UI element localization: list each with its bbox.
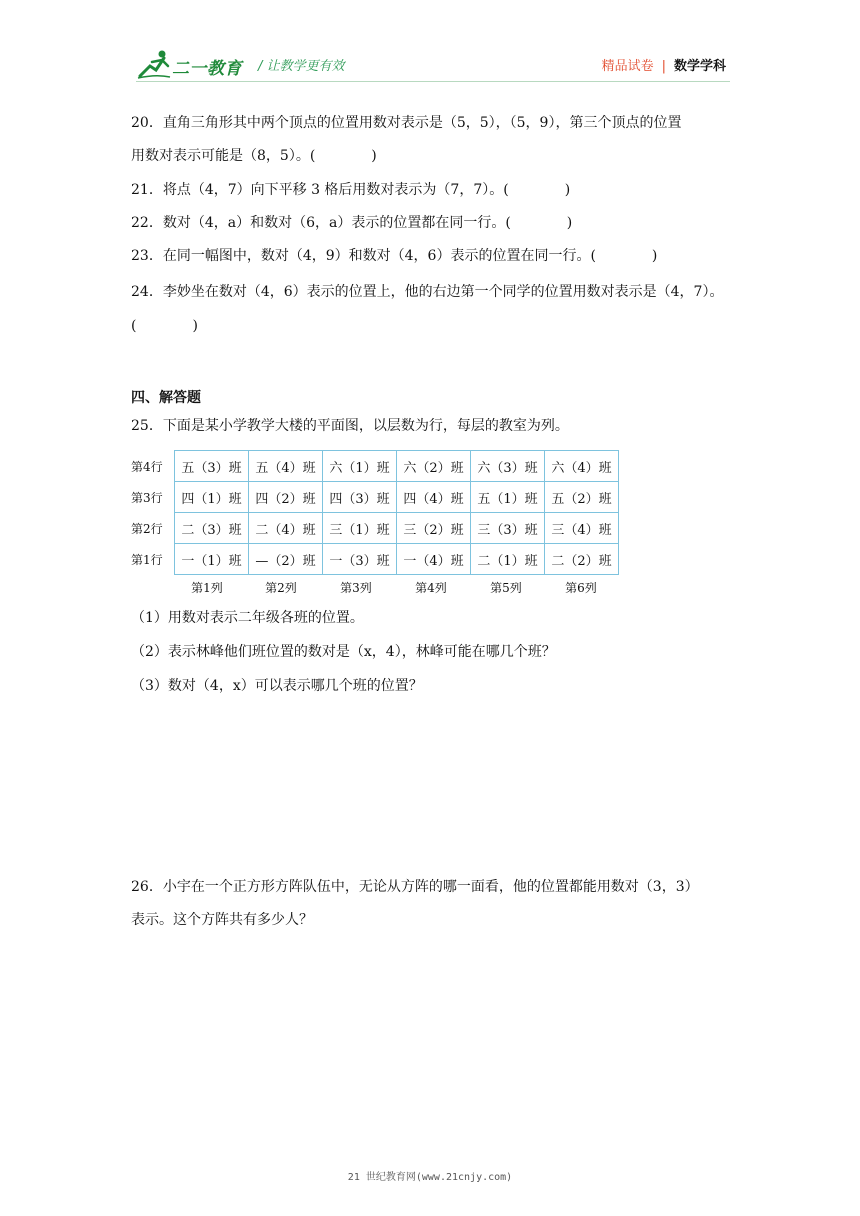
classroom-floor-plan-table [174,450,619,575]
page-footer: 21 世纪教育网(www.21cnjy.com) [347,1172,513,1183]
header-separator: | [661,59,666,74]
column-label: 第4列 [415,581,447,595]
question-25-part3: （3）数对（4，x）可以表示哪几个班的位置？ [131,678,423,694]
question-26-line2: 表示。这个方阵共有多少人？ [131,912,313,928]
table-cell: 三（2）班 [397,513,471,544]
column-label: 第6列 [565,581,597,595]
question-22: 22．数对（4，a）和数对（6，a）表示的位置都在同一行。( ) [131,215,573,231]
column-label: 第5列 [490,581,522,595]
table-cell: 二（3）班 [175,513,249,544]
table-row [175,451,619,482]
brand-slogan: / 让教学更有效 [258,59,345,74]
table-cell: 四（4）班 [397,482,471,513]
row-label: 第2行 [131,522,163,536]
table-cell: 二（2）班 [545,544,619,575]
table-cell: 六（4）班 [545,451,619,482]
header-subject [602,55,726,74]
brand-logo-text: 二一教育 [172,59,242,79]
question-25-part2: （2）表示林峰他们班位置的数对是（x，4），林峰可能在哪几个班？ [131,644,556,660]
row-label: 第1行 [131,553,163,567]
table-cell: 五（4）班 [249,451,323,482]
table-cell: 五（2）班 [545,482,619,513]
table-cell: 一（3）班 [323,544,397,575]
table-cell: 三（4）班 [545,513,619,544]
column-label: 第2列 [265,581,297,595]
header-divider [136,81,730,82]
table-cell: 一（1）班 [175,544,249,575]
question-23: 23．在同一幅图中，数对（4，9）和数对（4，6）表示的位置在同一行。( ) [131,248,658,264]
question-21: 21．将点（4，7）向下平移 3 格后用数对表示为（7，7）。( ) [131,182,571,198]
table-row [175,513,619,544]
table-cell: 二（4）班 [249,513,323,544]
table-cell: 一（4）班 [397,544,471,575]
question-26-line1: 26．小宇在一个正方形方阵队伍中，无论从方阵的哪一面看，他的位置都能用数对（3，3） [131,879,699,895]
table-cell: 四（3）班 [323,482,397,513]
table-cell: 五（1）班 [471,482,545,513]
table-cell: 三（1）班 [323,513,397,544]
table-cell: 六（2）班 [397,451,471,482]
column-label: 第3列 [340,581,372,595]
table-cell: 三（3）班 [471,513,545,544]
question-20-line1: 20．直角三角形其中两个顶点的位置用数对表示是（5，5），（5，9），第三个顶点的位置 [131,115,682,131]
table-cell: —（2）班 [249,544,323,575]
table-cell: 六（3）班 [471,451,545,482]
table-row [175,544,619,575]
row-label: 第4行 [131,460,163,474]
section-title: 四、解答题 [131,390,201,406]
question-24-line1: 24．李妙坐在数对（4，6）表示的位置上，他的右边第一个同学的位置用数对表示是（4，7）。 [131,284,724,300]
question-24-line2: ( ) [131,318,198,334]
table-cell: 二（1）班 [471,544,545,575]
page-header [0,0,860,90]
table-cell: 四（2）班 [249,482,323,513]
header-subject-name: 数学学科 [673,59,726,74]
table-row [175,482,619,513]
question-25-part1: （1）用数对表示二年级各班的位置。 [131,610,364,626]
table-cell: 五（3）班 [175,451,249,482]
table-cell: 四（1）班 [175,482,249,513]
question-25: 25．下面是某小学教学大楼的平面图，以层数为行，每层的教室为列。 [131,418,569,434]
table-cell: 六（1）班 [323,451,397,482]
column-label: 第1列 [191,581,223,595]
row-label: 第3行 [131,491,163,505]
question-20-line2: 用数对表示可能是（8，5）。( ) [131,148,377,164]
header-tag: 精品试卷 [601,59,654,74]
